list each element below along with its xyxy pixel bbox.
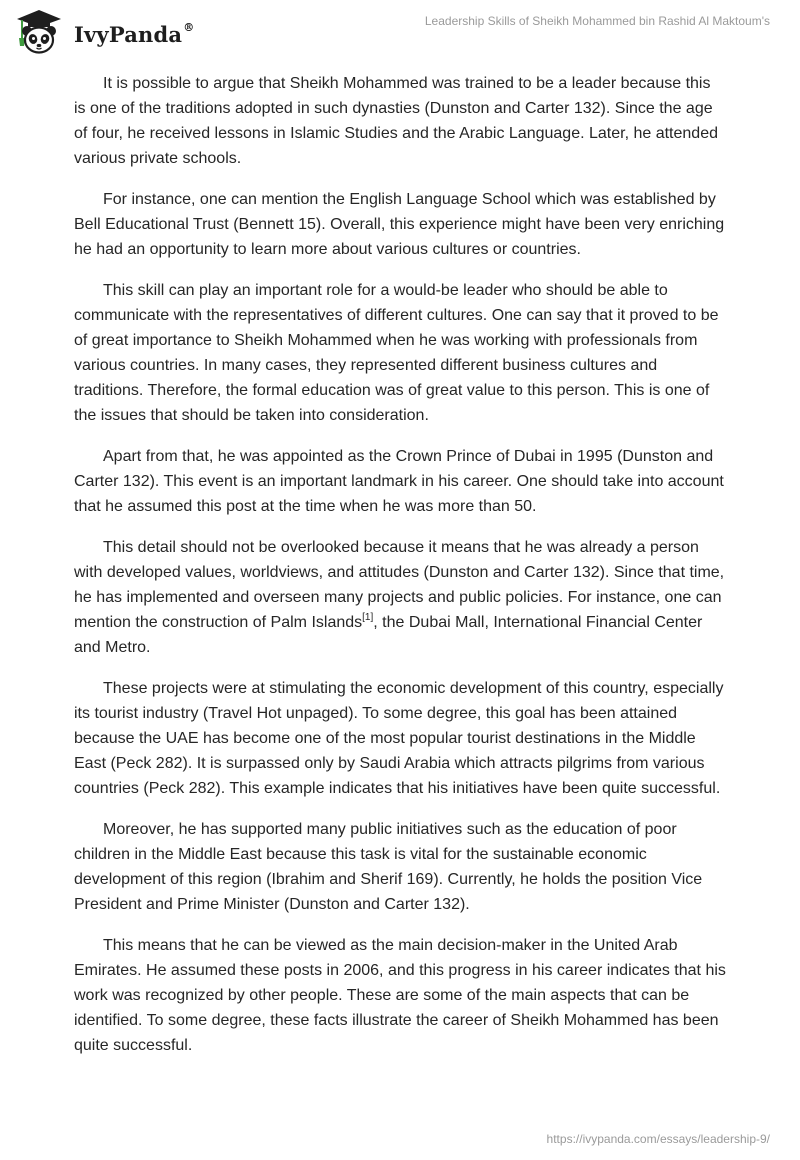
paragraph: For instance, one can mention the English Language School which was established by Bell Educational Trust (Bennett 15). Overall, this experience might have been very enriching he had an opportunity to learn more about various cultures or countries. [74, 191, 725, 258]
page-header [0, 0, 800, 60]
ivypanda-logo[interactable] [14, 8, 194, 56]
document-title: Leadership Skills of Sheikh Mohammed bin Rashid Al Maktoum's [424, 14, 770, 28]
paragraph: This means that he can be viewed as the main decision-maker in the United Arab Emirates. He assumed these posts in 2006, and this progress in his career indicates that his work was recognized by other people. These are some of the main aspects that can be identified. To some degree, these facts illustrate the career of Sheikh Mohammed has been quite successful. [74, 937, 726, 1054]
paragraph: It is possible to argue that Sheikh Mohammed was trained to be a leader because this is one of the traditions adopted in such dynasties (Dunston and Carter 132). Since the age of four, he received lessons in Islamic Studies and the Arabic Language. Later, he attended various private schools. [74, 75, 718, 167]
paragraph: Moreover, he has supported many public initiatives such as the education of poor children in the Middle East because this task is vital for the sustainable economic development of this region (Ibrahim and Sherif 169). Currently, he holds the position Vice President and Prime Minister (Dunston and Carter 132). [74, 821, 703, 913]
paragraph: This skill can play an important role for a would-be leader who should be able to communicate with the representatives of different cultures. One can say that it proved to be of great importance to Sheikh Mohammed when he was working with professionals from various countries. In many cases, they represented different business cultures and traditions. Therefore, the formal education was of great value to this person. This is one of the issues that should be taken into consideration. [74, 282, 719, 424]
brand-name [74, 22, 194, 47]
source-url[interactable]: https://ivypanda.com/essays/leadership-9/ [546, 1132, 770, 1146]
paragraph [74, 535, 726, 660]
panda-graduate-icon [14, 8, 64, 56]
brand-text: IvyPanda [74, 21, 183, 47]
registered-mark: ® [183, 20, 195, 34]
paragraph-text: This detail should not be overlooked because it means that he was already a person with developed values, worldviews, and attitudes (Dunston and Carter 132). Since that time, he has implemented and overseen many projects and public policies. For instance, one can mention the construction of Palm Islands [74, 539, 725, 631]
paragraph-text: , the Dubai Mall, International Financial Center and Metro. [74, 614, 703, 656]
paragraph: Apart from that, he was appointed as the Crown Prince of Dubai in 1995 (Dunston and Carter 132). This event is an important landmark in his career. One should take into account that he assumed this post at the time when he was more than 50. [74, 448, 724, 515]
paragraph: These projects were at stimulating the economic development of this country, especially its tourist industry (Travel Hot unpaged). To some degree, this goal has been attained because the UAE has become one of the most popular tourist destinations in the Middle East (Peck 282). It is surpassed only by Saudi Arabia which attracts pilgrims from various countries (Peck 282). This example indicates that his initiatives have been quite successful. [74, 680, 724, 797]
essay-body [74, 71, 726, 1074]
footnote-link[interactable]: [1] [362, 611, 374, 623]
